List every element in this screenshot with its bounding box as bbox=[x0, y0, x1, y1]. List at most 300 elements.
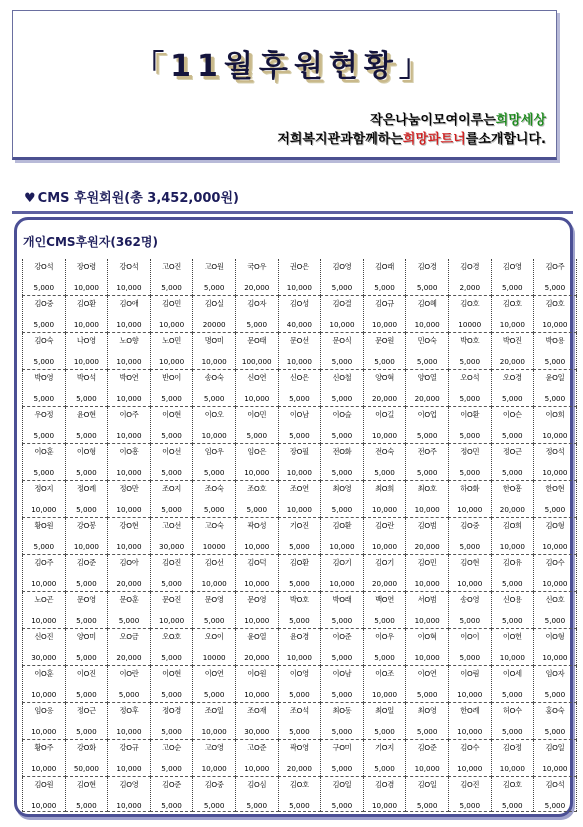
donor-name: 노O곤 bbox=[34, 595, 54, 604]
donor-cell bbox=[150, 444, 193, 481]
donor-cell bbox=[534, 444, 577, 481]
donation-amount: 5,000 bbox=[331, 801, 353, 810]
donor-name: 김O겸 bbox=[375, 780, 395, 789]
donation-amount: 10,000 bbox=[414, 505, 440, 514]
donation-amount: 10,000 bbox=[31, 764, 57, 773]
donor-name: 문O태 bbox=[247, 336, 267, 345]
donor-cell bbox=[448, 444, 491, 481]
donor-cell bbox=[534, 666, 577, 703]
donor-name: 신O철 bbox=[332, 373, 352, 382]
donor-name: 황O원 bbox=[34, 521, 54, 530]
donor-name: 김O덕 bbox=[247, 558, 267, 567]
donor-cell bbox=[534, 592, 577, 629]
donor-cell bbox=[491, 444, 534, 481]
donor-cell bbox=[534, 740, 577, 777]
donor-cell bbox=[534, 629, 577, 666]
donation-amount: 5,000 bbox=[374, 283, 395, 292]
donor-cell bbox=[363, 703, 406, 740]
donation-amount: 5,000 bbox=[416, 468, 438, 477]
donation-amount: 10,000 bbox=[286, 468, 312, 477]
donor-cell bbox=[406, 444, 449, 481]
donation-amount: 30,000 bbox=[159, 542, 185, 551]
donation-amount: 5,000 bbox=[289, 616, 310, 625]
donor-cell bbox=[363, 259, 406, 296]
donor-cell bbox=[23, 481, 66, 518]
donation-amount: 5,000 bbox=[502, 283, 523, 292]
donor-cell bbox=[278, 370, 321, 407]
donor-cell bbox=[150, 666, 193, 703]
donation-amount: 5,000 bbox=[76, 616, 97, 625]
donation-amount: 5,000 bbox=[76, 801, 97, 810]
donor-cell bbox=[406, 259, 449, 296]
donor-name: 신O호 bbox=[545, 595, 565, 604]
donor-name: 전O화 bbox=[332, 447, 352, 456]
table-row bbox=[23, 629, 577, 666]
donation-amount: 10,000 bbox=[244, 764, 270, 773]
donation-amount: 20,000 bbox=[499, 357, 525, 366]
donation-amount: 20000 bbox=[202, 320, 226, 329]
donor-name: 양O미 bbox=[76, 632, 96, 641]
donor-cell bbox=[278, 666, 321, 703]
donor-name: 윤O열 bbox=[247, 632, 267, 641]
donor-cell bbox=[406, 296, 449, 333]
donation-amount: 5,000 bbox=[289, 394, 310, 403]
donation-amount: 5,000 bbox=[203, 283, 225, 292]
donor-cell bbox=[448, 740, 491, 777]
donor-cell bbox=[150, 333, 193, 370]
donation-amount: 10,000 bbox=[201, 579, 227, 588]
donor-cell bbox=[491, 777, 534, 812]
donor-cell bbox=[278, 333, 321, 370]
donor-cell bbox=[23, 666, 66, 703]
donor-name: 권O은 bbox=[289, 262, 309, 271]
donor-cell bbox=[406, 518, 449, 555]
donor-name: 김O정 bbox=[502, 743, 522, 752]
donation-amount: 5,000 bbox=[502, 727, 523, 736]
donation-amount: 10,000 bbox=[499, 542, 525, 551]
donor-cell bbox=[363, 777, 406, 812]
donation-amount: 5,000 bbox=[459, 357, 481, 366]
donor-name: 한O례 bbox=[460, 706, 480, 715]
donor-cell bbox=[321, 333, 364, 370]
tagline-1-highlight: 희망세상 bbox=[495, 113, 546, 128]
donor-name: 정O민 bbox=[460, 447, 480, 456]
donor-cell bbox=[363, 740, 406, 777]
donor-cell bbox=[363, 629, 406, 666]
donation-amount: 10,000 bbox=[159, 616, 185, 625]
donor-name: 조O지 bbox=[162, 484, 182, 493]
donor-cell bbox=[23, 296, 66, 333]
donation-amount: 10,000 bbox=[457, 505, 483, 514]
donor-name: 이O이 bbox=[460, 632, 480, 641]
donation-amount: 10,000 bbox=[73, 283, 99, 292]
donor-cell bbox=[23, 740, 66, 777]
donation-amount: 10000 bbox=[458, 320, 482, 329]
donation-amount: 20,000 bbox=[414, 542, 440, 551]
donor-name: 이O훈 bbox=[34, 447, 54, 456]
donor-cell bbox=[235, 666, 278, 703]
donor-cell bbox=[448, 370, 491, 407]
donor-name: 강O석 bbox=[34, 262, 54, 271]
tagline-line-1 bbox=[370, 109, 546, 128]
donation-amount: 10000 bbox=[202, 653, 226, 662]
donor-cell bbox=[406, 703, 449, 740]
donor-cell bbox=[321, 518, 364, 555]
donor-cell bbox=[448, 259, 491, 296]
donor-name: 문O영 bbox=[204, 595, 224, 604]
donor-name: 하O화 bbox=[460, 484, 480, 493]
donor-name: 김O기 bbox=[375, 558, 395, 567]
donation-amount: 10,000 bbox=[286, 283, 312, 292]
donation-amount: 10,000 bbox=[329, 320, 355, 329]
donor-name: 홍O숙 bbox=[545, 706, 565, 715]
donor-name: 송O영 bbox=[460, 595, 480, 604]
donor-cell bbox=[65, 592, 108, 629]
donor-name: 신O은 bbox=[289, 373, 309, 382]
donor-name: 윤O경 bbox=[289, 632, 309, 641]
donation-amount: 5,000 bbox=[246, 505, 268, 514]
donor-name: 조O일 bbox=[204, 706, 224, 715]
donor-cell bbox=[65, 740, 108, 777]
donor-cell bbox=[534, 518, 577, 555]
table-row bbox=[23, 259, 577, 296]
donor-cell bbox=[235, 555, 278, 592]
donor-name: 조O호 bbox=[247, 484, 267, 493]
donation-amount: 5,000 bbox=[459, 468, 481, 477]
donation-amount: 5,000 bbox=[118, 690, 140, 699]
donor-cell bbox=[193, 629, 236, 666]
donor-cell bbox=[108, 259, 151, 296]
donor-name: 고O순 bbox=[162, 743, 182, 752]
donation-amount: 5,000 bbox=[161, 579, 182, 588]
donation-amount: 20,000 bbox=[499, 505, 525, 514]
donor-name: 이O준 bbox=[332, 632, 352, 641]
header-box bbox=[12, 10, 557, 160]
donation-amount: 10,000 bbox=[414, 579, 440, 588]
donation-amount: 20,000 bbox=[414, 394, 440, 403]
donor-cell bbox=[534, 259, 577, 296]
donor-name: 고O진 bbox=[162, 262, 182, 271]
donation-amount: 5,000 bbox=[246, 431, 268, 440]
donor-cell bbox=[491, 629, 534, 666]
donor-name: 임O우 bbox=[204, 447, 224, 456]
donor-cell bbox=[363, 444, 406, 481]
donation-amount: 5,000 bbox=[331, 616, 353, 625]
donor-name: 이O환 bbox=[460, 410, 480, 419]
donor-cell bbox=[363, 407, 406, 444]
donor-cell bbox=[448, 629, 491, 666]
donor-cell bbox=[363, 518, 406, 555]
donor-cell bbox=[235, 740, 278, 777]
table-row bbox=[23, 407, 577, 444]
donation-amount: 10,000 bbox=[116, 542, 142, 551]
donation-amount: 10,000 bbox=[457, 690, 483, 699]
table-row bbox=[23, 592, 577, 629]
donation-amount: 5,000 bbox=[76, 579, 97, 588]
donation-amount: 10,000 bbox=[542, 320, 568, 329]
donation-amount: 10,000 bbox=[31, 690, 57, 699]
donor-name: 국O우 bbox=[247, 262, 267, 271]
donation-amount: 5,000 bbox=[331, 394, 353, 403]
donation-amount: 5,000 bbox=[289, 727, 310, 736]
donor-name: 오O경 bbox=[502, 373, 522, 382]
donation-amount: 5,000 bbox=[33, 283, 55, 292]
donor-cell bbox=[448, 518, 491, 555]
donor-name: 김O준 bbox=[162, 780, 182, 789]
donation-amount: 5,000 bbox=[76, 431, 97, 440]
donor-cell bbox=[108, 777, 151, 812]
donation-amount: 5,000 bbox=[544, 727, 566, 736]
donation-amount: 10,000 bbox=[244, 690, 270, 699]
donor-cell bbox=[491, 740, 534, 777]
donor-name: 김O호 bbox=[502, 299, 522, 308]
donor-panel bbox=[14, 217, 573, 817]
donor-cell bbox=[193, 777, 236, 812]
donor-cell bbox=[406, 629, 449, 666]
donor-name: 오O이 bbox=[204, 632, 224, 641]
donation-amount: 5,000 bbox=[76, 505, 97, 514]
donor-cell bbox=[150, 555, 193, 592]
donor-cell bbox=[534, 296, 577, 333]
donation-amount: 10,000 bbox=[542, 653, 568, 662]
donation-amount: 10,000 bbox=[116, 505, 142, 514]
donation-amount: 10,000 bbox=[542, 431, 568, 440]
donor-name: 강O화 bbox=[76, 743, 96, 752]
donor-name: 김O환 bbox=[76, 299, 96, 308]
donor-name: 오O금 bbox=[119, 632, 139, 641]
tagline-line-2 bbox=[277, 128, 546, 147]
donation-amount: 10,000 bbox=[31, 505, 57, 514]
donor-cell bbox=[108, 407, 151, 444]
donor-cell bbox=[108, 444, 151, 481]
donor-cell bbox=[278, 740, 321, 777]
donor-name: 김O원 bbox=[34, 780, 54, 789]
donation-amount: 5,000 bbox=[374, 764, 395, 773]
table-row bbox=[23, 333, 577, 370]
donor-name: 이O헌 bbox=[502, 632, 522, 641]
donor-cell bbox=[193, 259, 236, 296]
donor-cell bbox=[65, 777, 108, 812]
donor-name: 이O희 bbox=[545, 410, 565, 419]
page-title: 「11월후원현황」 bbox=[134, 49, 435, 84]
donor-cell bbox=[65, 481, 108, 518]
donor-name: 오O호 bbox=[162, 632, 182, 641]
donor-cell bbox=[108, 370, 151, 407]
donation-amount: 10,000 bbox=[329, 542, 355, 551]
donor-cell bbox=[363, 333, 406, 370]
donation-amount: 5,000 bbox=[331, 357, 353, 366]
section-heading-text: CMS 후원회원(총 3,452,000원) bbox=[37, 191, 239, 206]
donor-name: 장O필 bbox=[289, 447, 309, 456]
donation-amount: 5,000 bbox=[502, 579, 523, 588]
donation-amount: 10,000 bbox=[286, 505, 312, 514]
donor-cell bbox=[108, 555, 151, 592]
donation-amount: 5,000 bbox=[289, 431, 310, 440]
donation-amount: 30,000 bbox=[31, 653, 57, 662]
donor-name: 김O희 bbox=[502, 521, 522, 530]
donor-name: 전O주 bbox=[417, 447, 437, 456]
donor-cell bbox=[278, 592, 321, 629]
donor-cell bbox=[534, 333, 577, 370]
donation-amount: 40,000 bbox=[286, 320, 312, 329]
donation-amount: 5,000 bbox=[416, 283, 438, 292]
donation-amount: 30,000 bbox=[244, 727, 270, 736]
donor-name: 박O연 bbox=[119, 373, 139, 382]
donor-name: 이O남 bbox=[332, 669, 352, 678]
donor-name: 임O은 bbox=[247, 447, 267, 456]
donor-cell bbox=[235, 481, 278, 518]
donor-cell bbox=[448, 777, 491, 812]
donation-amount: 5,000 bbox=[161, 431, 182, 440]
donor-name: 양O열 bbox=[417, 373, 437, 382]
donor-cell bbox=[235, 629, 278, 666]
donor-cell bbox=[448, 333, 491, 370]
donation-amount: 10,000 bbox=[499, 320, 525, 329]
donation-amount: 10,000 bbox=[371, 320, 398, 329]
donation-amount: 5,000 bbox=[203, 801, 225, 810]
donor-cell bbox=[321, 629, 364, 666]
donation-amount: 10,000 bbox=[116, 764, 142, 773]
donor-name: 전O숙 bbox=[375, 447, 395, 456]
donor-name: 김O영 bbox=[332, 262, 352, 271]
donation-amount: 5,000 bbox=[33, 542, 55, 551]
donor-name: 박O용 bbox=[545, 336, 565, 345]
table-row bbox=[23, 518, 577, 555]
donor-name: 정O지 bbox=[34, 484, 54, 493]
donor-name: 곽O영 bbox=[289, 743, 309, 752]
donor-name: 김O범 bbox=[417, 521, 437, 530]
donor-name: 윤O일 bbox=[545, 373, 565, 382]
donor-cell bbox=[448, 296, 491, 333]
donor-cell bbox=[23, 518, 66, 555]
donor-name: 이O원 bbox=[247, 669, 267, 678]
donor-name: 황O주 bbox=[34, 743, 54, 752]
donor-cell bbox=[406, 592, 449, 629]
donor-cell bbox=[108, 592, 151, 629]
donor-cell bbox=[108, 333, 151, 370]
donation-amount: 10,000 bbox=[116, 431, 142, 440]
donor-cell bbox=[193, 481, 236, 518]
panel-title: 개인CMS후원자(362명) bbox=[23, 235, 158, 249]
donation-amount: 10,000 bbox=[31, 801, 57, 810]
donor-cell bbox=[406, 333, 449, 370]
donation-amount: 10,000 bbox=[542, 764, 568, 773]
donation-amount: 5,000 bbox=[502, 468, 523, 477]
donor-name: 김O일 bbox=[545, 743, 565, 752]
donor-name: 정O경 bbox=[162, 706, 182, 715]
donor-name: 박O호 bbox=[460, 336, 480, 345]
donation-amount: 10,000 bbox=[414, 320, 440, 329]
donor-cell bbox=[150, 703, 193, 740]
donor-cell bbox=[406, 555, 449, 592]
donor-cell bbox=[278, 481, 321, 518]
donor-cell bbox=[491, 370, 534, 407]
donation-amount: 20,000 bbox=[116, 579, 142, 588]
table-row bbox=[23, 481, 577, 518]
donation-amount: 5,000 bbox=[374, 357, 395, 366]
donation-amount: 10,000 bbox=[73, 357, 99, 366]
donor-name: 김O유 bbox=[502, 558, 522, 567]
donor-cell bbox=[108, 296, 151, 333]
tagline-2-suffix: 를소개합니다. bbox=[465, 132, 546, 147]
donor-name: 이O란 bbox=[119, 669, 139, 678]
donor-name: 김O규 bbox=[375, 299, 395, 308]
donation-amount: 10,000 bbox=[457, 727, 483, 736]
donor-cell bbox=[108, 629, 151, 666]
donor-name: 이O주 bbox=[119, 410, 139, 419]
donor-name: 김O선 bbox=[204, 558, 224, 567]
donor-cell bbox=[321, 370, 364, 407]
donation-amount: 5,000 bbox=[289, 690, 310, 699]
donation-amount: 5,000 bbox=[459, 616, 481, 625]
donor-cell bbox=[235, 592, 278, 629]
donor-name: 최O일 bbox=[375, 706, 395, 715]
donor-name: 조O석 bbox=[289, 706, 309, 715]
donor-cell bbox=[491, 518, 534, 555]
donor-name: 정O례 bbox=[76, 484, 96, 493]
donor-name: 정O근 bbox=[76, 706, 96, 715]
donor-name: 박O호 bbox=[289, 595, 309, 604]
donor-cell bbox=[448, 555, 491, 592]
table-row bbox=[23, 444, 577, 481]
donor-name: 신O진 bbox=[34, 632, 54, 641]
donor-cell bbox=[363, 296, 406, 333]
donation-amount: 5,000 bbox=[161, 690, 182, 699]
donor-name: 김O영 bbox=[119, 780, 139, 789]
donor-cell bbox=[150, 777, 193, 812]
donor-name: 최O영 bbox=[417, 706, 437, 715]
donor-cell bbox=[108, 740, 151, 777]
donor-cell bbox=[193, 407, 236, 444]
donor-cell bbox=[321, 777, 364, 812]
donation-amount: 20,000 bbox=[286, 764, 312, 773]
donor-name: 김O경 bbox=[417, 262, 437, 271]
donation-amount: 10,000 bbox=[457, 764, 483, 773]
donor-name: 정O후 bbox=[119, 706, 139, 715]
donor-name: 정O만 bbox=[119, 484, 139, 493]
donation-amount: 10,000 bbox=[329, 579, 355, 588]
donation-amount: 10,000 bbox=[31, 727, 57, 736]
donation-amount: 10,000 bbox=[286, 653, 312, 662]
donation-amount: 5,000 bbox=[544, 505, 566, 514]
donor-name: 조O연 bbox=[289, 484, 309, 493]
donation-amount: 5,000 bbox=[289, 542, 310, 551]
donor-name: 김O형 bbox=[545, 521, 565, 530]
donor-name: 박O영 bbox=[34, 373, 54, 382]
divider bbox=[12, 211, 573, 214]
donor-name: 정O근 bbox=[502, 447, 522, 456]
donor-cell bbox=[235, 703, 278, 740]
donation-amount: 5,000 bbox=[374, 616, 395, 625]
donation-amount: 5,000 bbox=[203, 394, 225, 403]
donation-amount: 5,000 bbox=[76, 690, 97, 699]
donation-amount: 5,000 bbox=[459, 394, 481, 403]
donation-amount: 5,000 bbox=[331, 431, 353, 440]
donor-cell bbox=[278, 629, 321, 666]
donor-name: 이O우 bbox=[375, 632, 395, 641]
donor-cell bbox=[150, 407, 193, 444]
donation-amount: 10,000 bbox=[371, 542, 398, 551]
donor-cell bbox=[534, 370, 577, 407]
donation-amount: 10,000 bbox=[201, 357, 227, 366]
donor-cell bbox=[108, 481, 151, 518]
donation-amount: 5,000 bbox=[161, 653, 182, 662]
donation-amount: 5,000 bbox=[502, 690, 523, 699]
donor-cell bbox=[321, 592, 364, 629]
donor-name: 김O중 bbox=[34, 299, 54, 308]
table-row bbox=[23, 370, 577, 407]
donor-name: 김O진 bbox=[162, 558, 182, 567]
